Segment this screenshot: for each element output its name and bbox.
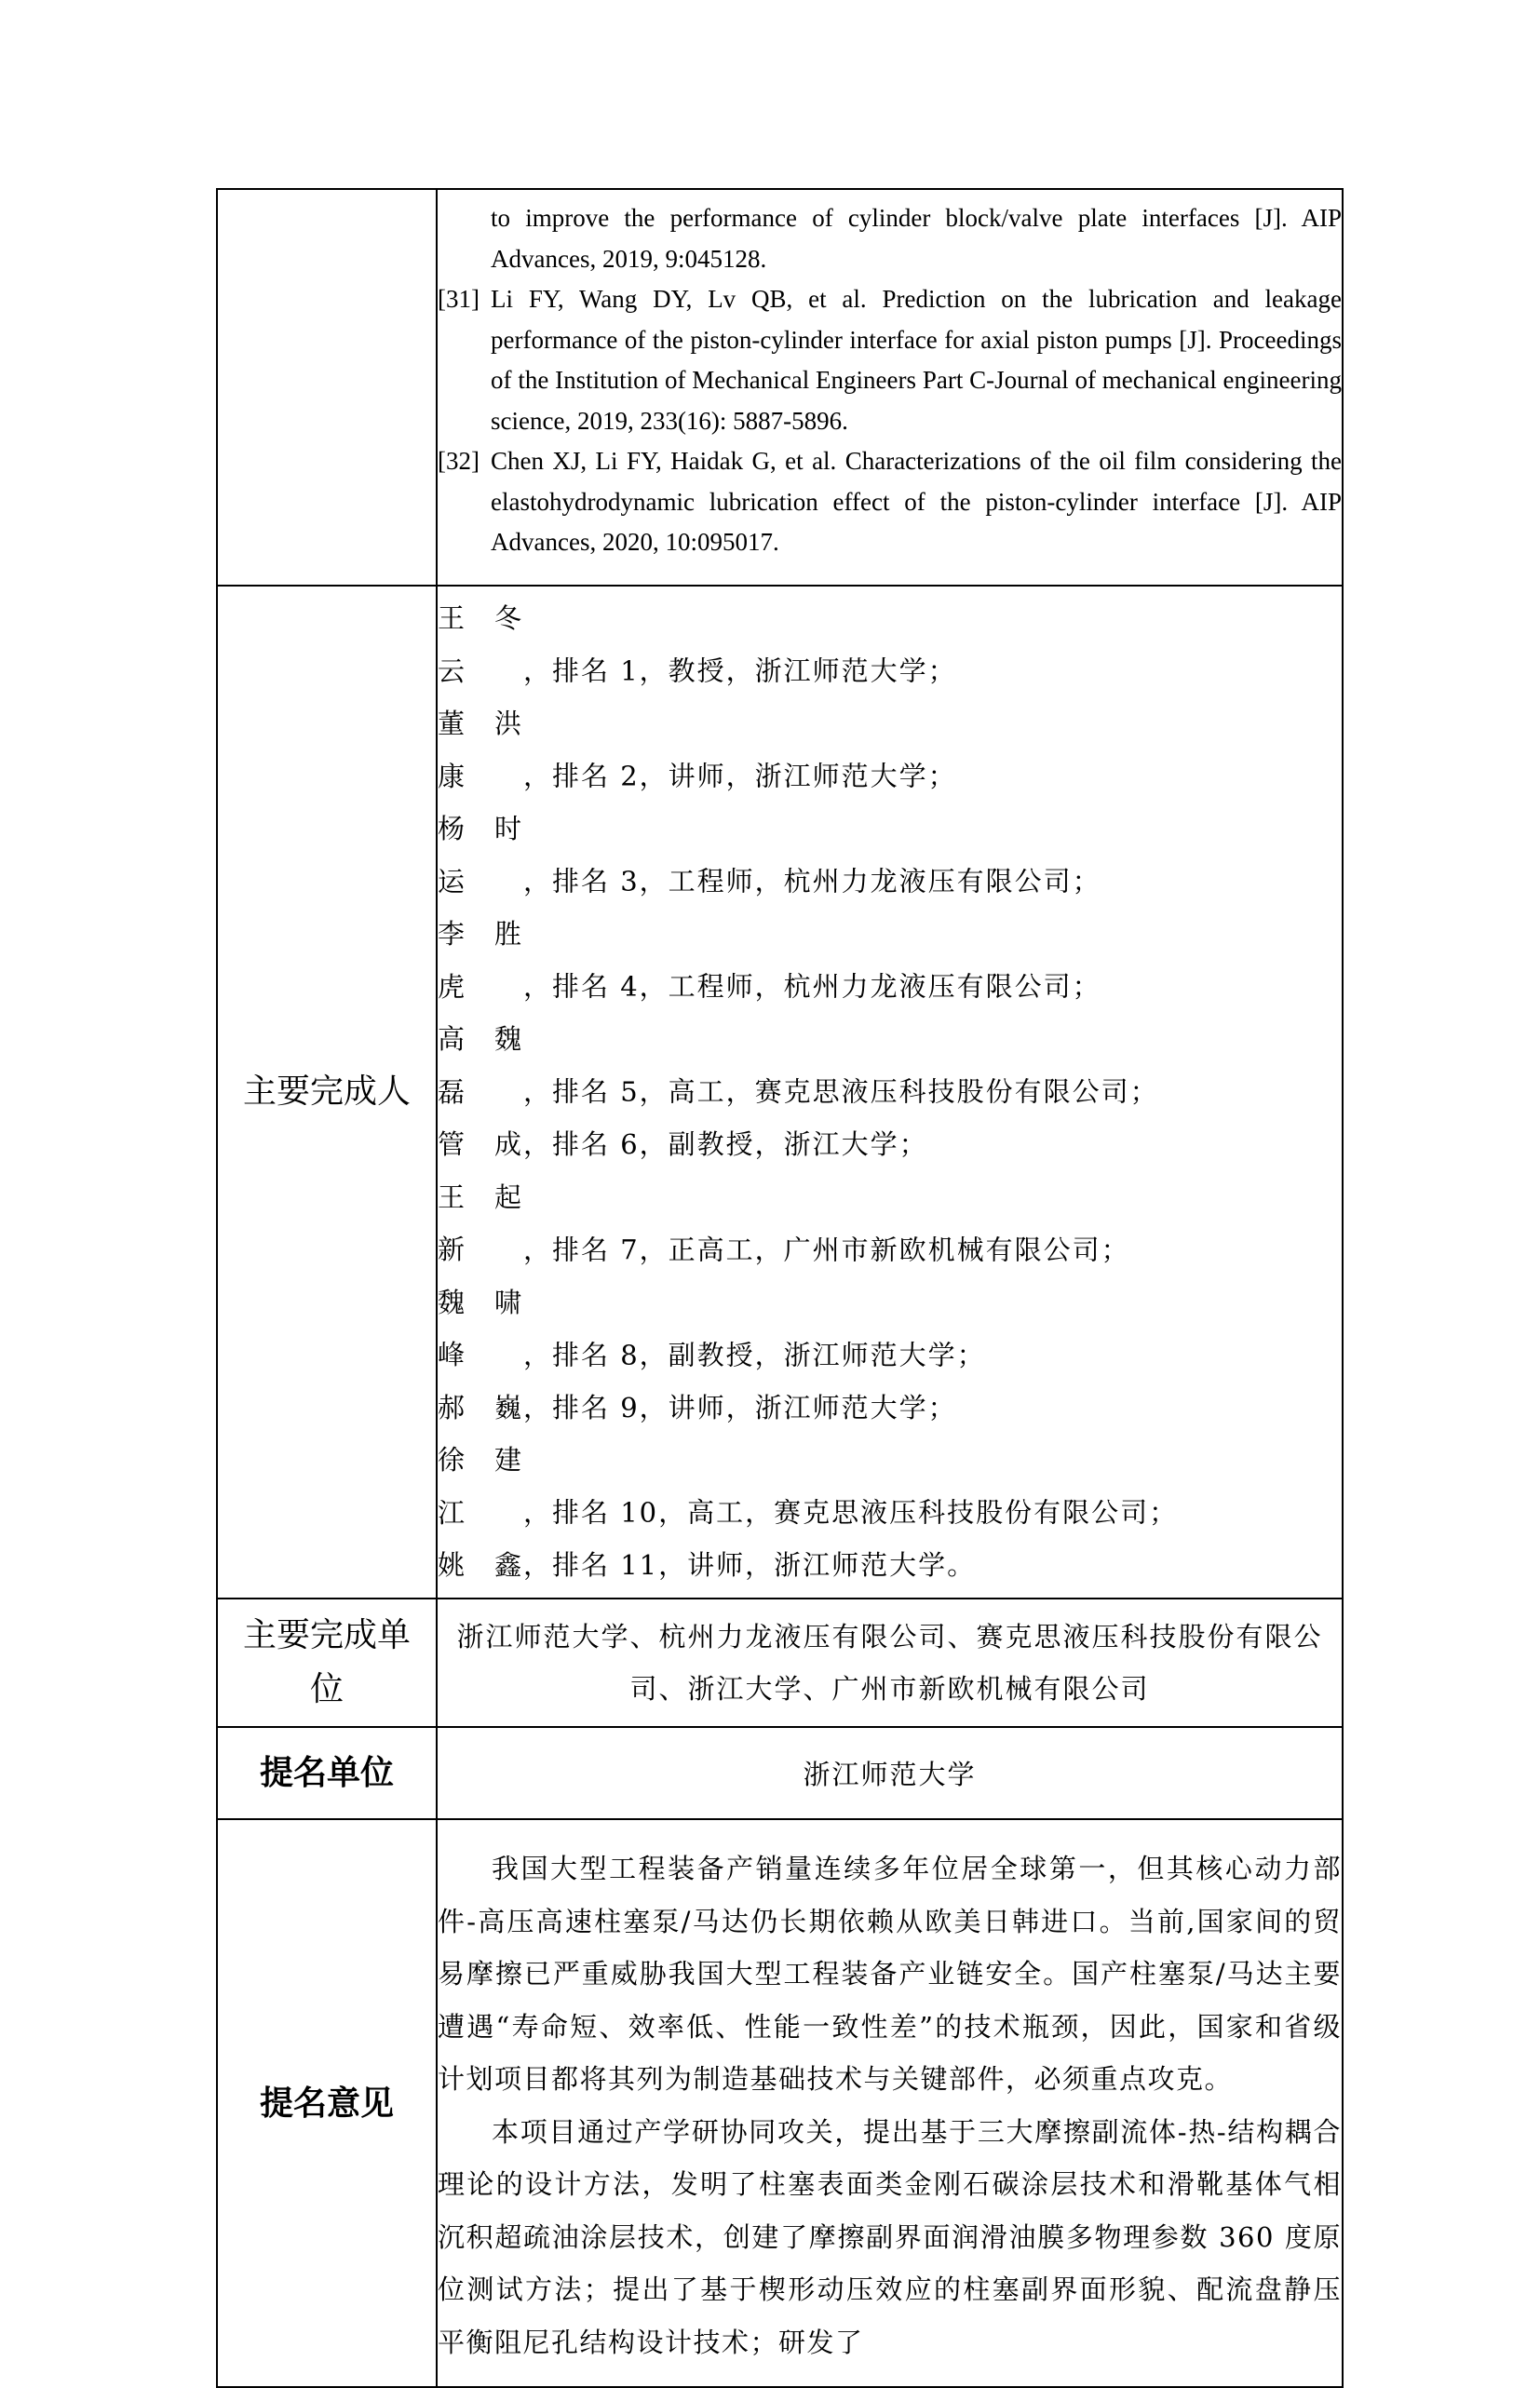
person-name: 董洪康	[438, 708, 523, 792]
opinion-row	[217, 1819, 1343, 2387]
reference-item	[438, 279, 1342, 441]
person-name: 魏啸峰	[438, 1286, 523, 1370]
opinion-paragraph: 本项目通过产学研协同攻关，提出基于三大摩擦副流体-热-结构耦合理论的设计方法，发明了柱塞表面类金刚石碳涂层技术和滑靴基体气相沉积超疏油涂层技术，创建了摩擦副界面润滑油膜多物理参数 360 度原位测试方法；提出了基于楔形动压效应的柱塞副界面形貌、配流盘静压平衡阻尼孔结构设计技术；研发了	[438, 2115, 1342, 2358]
person-name: 管 成	[438, 1128, 523, 1160]
person-detail: ，排名 3，工程师，杭州力龙液压有限公司；	[523, 865, 1101, 897]
units-row	[217, 1599, 1343, 1727]
units-label: 主要完成单位	[217, 1599, 437, 1727]
opinion-paragraph: 我国大型工程装备产销量连续多年位居全球第一，但其核心动力部件-高压高速柱塞泵/马达仍长期依赖从欧美日韩进口。当前,国家间的贸易摩擦已严重威胁我国大型工程装备产业链安全。国产柱塞泵/马达主要遭遇“寿命短、效率低、性能一致性差”的技术瓶颈，因此，国家和省级计划项目都将其列为制造基础技术与关键部件，必须重点攻克。	[438, 1853, 1342, 2095]
person-line	[438, 1171, 1342, 1276]
person-detail: ，排名 2，讲师，浙江师范大学；	[523, 760, 957, 792]
person-line	[438, 908, 1342, 1013]
units-cell	[437, 1599, 1343, 1727]
reference-item	[438, 198, 1342, 279]
reference-number: [32]	[438, 447, 480, 476]
person-name: 徐建江	[438, 1444, 523, 1529]
person-name: 杨时运	[438, 813, 523, 897]
nominator-row	[217, 1727, 1343, 1819]
person-line	[438, 803, 1342, 908]
reference-list	[438, 195, 1342, 580]
references-row	[217, 189, 1343, 586]
nominator-value: 浙江师范大学	[437, 1727, 1343, 1819]
person-line	[438, 1118, 1342, 1171]
reference-text: Li FY, Wang DY, Lv QB, et al. Prediction on the lubrication and leakage performance of the piston-cylinder interface for axial piston pumps [J]. Proceedings of the Institution of Mechanical Engineers Part C-Journal of mechanical engineering science, 2019, 233(16): 5887-5896.	[491, 285, 1342, 435]
person-detail: ，排名 6，副教授，浙江大学；	[523, 1128, 928, 1160]
nominator-label: 提名单位	[217, 1727, 437, 1819]
person-detail: ，排名 10，高工，赛克思液压科技股份有限公司；	[523, 1496, 1179, 1529]
person-detail: ，排名 4，工程师，杭州力龙液压有限公司；	[523, 970, 1101, 1003]
persons-label: 主要完成人	[217, 586, 437, 1599]
opinion-label: 提名意见	[217, 1819, 437, 2387]
person-name: 郝 巍	[438, 1391, 523, 1423]
person-line	[438, 1276, 1342, 1382]
person-name: 姚 鑫	[438, 1549, 523, 1581]
person-line	[438, 1013, 1342, 1118]
person-detail: ，排名 11，讲师，浙江师范大学。	[523, 1549, 977, 1581]
reference-item	[438, 441, 1342, 563]
nomination-table	[216, 188, 1344, 2388]
person-line	[438, 697, 1342, 803]
person-name: 王冬云	[438, 602, 523, 687]
person-name: 高魏磊	[438, 1023, 523, 1108]
units-text: 浙江师范大学、杭州力龙液压有限公司、赛克思液压科技股份有限公司、浙江大学、广州市新欧机械有限公司	[456, 1620, 1323, 1705]
reference-text: Chen XJ, Li FY, Haidak G, et al. Characterizations of the oil film considering the elastohydrodynamic lubrication effect of the piston-cylinder interface [J]. AIP Advances, 2020, 10:095017.	[491, 447, 1342, 557]
references-cell	[437, 189, 1343, 586]
opinion-cell	[437, 1819, 1343, 2387]
person-detail: ，排名 7，正高工，广州市新欧机械有限公司；	[523, 1234, 1130, 1265]
references-label-cell	[217, 189, 437, 586]
person-line	[438, 1434, 1342, 1539]
reference-text: to improve the performance of cylinder block/valve plate interfaces [J]. AIP Advances, 2019, 9:045128.	[491, 204, 1342, 273]
persons-row	[217, 586, 1343, 1599]
person-name: 李胜虎	[438, 918, 523, 1003]
person-name: 王起新	[438, 1181, 523, 1265]
persons-cell	[437, 586, 1343, 1599]
person-detail: ，排名 8，副教授，浙江师范大学；	[523, 1339, 986, 1370]
reference-number: [31]	[438, 285, 480, 314]
person-line	[438, 592, 1342, 697]
persons-list	[438, 587, 1342, 1598]
person-line	[438, 1382, 1342, 1435]
person-detail: ，排名 9，讲师，浙江师范大学；	[523, 1391, 957, 1423]
person-detail: ，排名 5，高工，赛克思液压科技股份有限公司；	[523, 1075, 1159, 1108]
opinion-text	[438, 1833, 1342, 2372]
person-line	[438, 1539, 1342, 1592]
person-detail: ，排名 1，教授，浙江师范大学；	[523, 654, 957, 687]
